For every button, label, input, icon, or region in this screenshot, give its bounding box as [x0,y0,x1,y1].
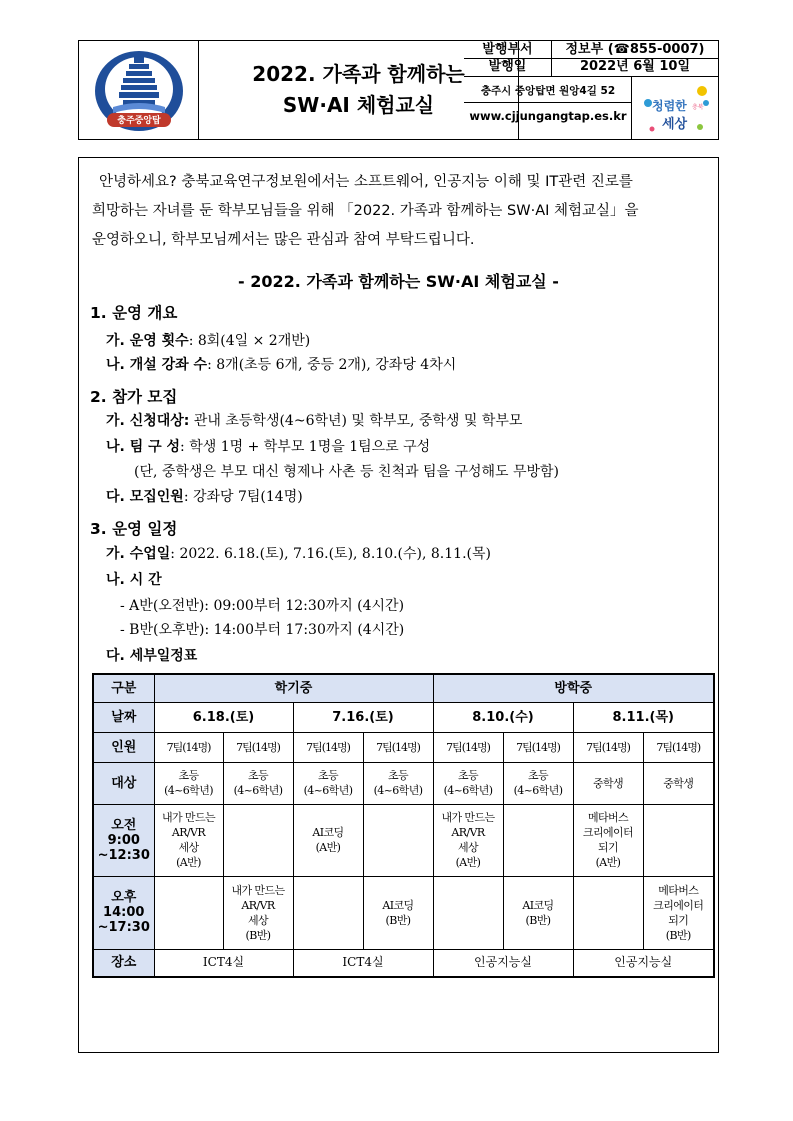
schedule-table [92,673,715,978]
table-cell: 초등 (4~6학년) [293,762,363,804]
date-cell: 8.11.(목) [573,702,714,732]
header-cell: 학기중 [154,674,433,702]
date-cell: 7.16.(토) [293,702,433,732]
section-heading: 1. 운영 개요 [90,304,178,322]
intro-line: 희망하는 자녀를 둔 학부모님들을 위해 「2022. 가족과 함께하는 SW·AI 체험교실」을 [92,203,639,219]
table-cell: 초등 (4~6학년) [363,762,433,804]
newsletter-title-line2: SW·AI 체험교실 [282,93,435,117]
item-label: 나. 팀 구 성 [106,439,181,455]
time-a-class: - A반(오전반): 09:00부터 12:30까지 (4시간) [120,598,405,614]
item-value: 관내 초등학생(4~6학년) 및 학부모, 중학생 및 학부모 [193,413,523,429]
section-heading: 3. 운영 일정 [90,520,178,538]
table-cell: 중학생 [573,762,643,804]
item-label: 다. 모집인원 [106,489,184,505]
row-label: 인원 [93,732,154,762]
table-cell: 7팀(14명) [643,732,714,762]
table-cell: 7팀(14명) [433,732,503,762]
team-note: (단, 중학생은 부모 대신 형제나 사촌 등 친척과 팀을 구성해도 무방함) [134,464,560,480]
header-cell: 방학중 [433,674,714,702]
table-row [93,762,714,804]
table-cell: 초등 (4~6학년) [503,762,573,804]
table-cell: 내가 만드는 AR/VR 세상 (A반) [154,804,223,876]
table-cell [503,804,573,876]
row-label: 오전 9:00 ~12:30 [93,804,154,876]
header-cell: 구분 [93,674,154,702]
issuer-row [464,41,718,59]
table-cell: 초등 (4~6학년) [154,762,223,804]
date-label: 발행일 [464,58,552,76]
recruit-count [106,486,303,506]
table-cell [223,804,293,876]
overview-courses [106,354,456,374]
table-cell: 초등 (4~6학년) [433,762,503,804]
item-label: 가. 운영 횟수 [106,333,189,349]
class-time-label [106,569,162,589]
table-cell: 메타버스 크리에이터 되기 (B반) [643,876,714,949]
row-label: 오후 14:00 ~17:30 [93,876,154,949]
table-row [93,702,714,732]
item-label: 가. 신청대상: [106,413,190,429]
table-cell: 초등 (4~6학년) [223,762,293,804]
table-row [93,674,714,702]
date-row [464,58,718,77]
program-title: - 2022. 가족과 함께하는 SW·AI 체험교실 - [238,272,559,291]
class-dates [106,543,491,563]
date-cell: 8.10.(수) [433,702,573,732]
table-cell: 7팀(14명) [573,732,643,762]
item-value: : 8회(4일 × 2개반) [188,333,311,349]
table-cell [293,876,363,949]
recruit-target [106,410,522,430]
time-b-class: - B반(오후반): 14:00부터 17:30까지 (4시간) [120,622,405,638]
table-cell [363,804,433,876]
item-value: : 강좌당 7팀(14명) [183,489,303,505]
newsletter-header [78,40,719,140]
slogan-small: 충북 [692,104,704,111]
table-row [93,949,714,977]
item-value: : 2022. 6.18.(토), 7.16.(토), 8.10.(수), 8.11.(목) [170,546,491,562]
item-label: 가. 수업일 [106,546,171,562]
table-cell: ICT4실 [293,949,433,977]
table-cell: 내가 만드는 AR/VR 세상 (B반) [223,876,293,949]
table-cell: 7팀(14명) [503,732,573,762]
item-label: 다. 세부일정표 [106,648,198,664]
table-cell: AI코딩 (A반) [293,804,363,876]
section-heading: 2. 참가 모집 [90,388,178,406]
table-cell: 7팀(14명) [223,732,293,762]
table-cell: 7팀(14명) [293,732,363,762]
team-composition [106,436,430,456]
logo-cell [79,41,199,139]
logo-text: 충주중앙탑 [117,116,161,126]
schedule-label [106,645,197,665]
intro-line: 운영하오니, 학부모님께서는 많은 관심과 참여 부탁드립니다. [92,232,475,248]
table-cell: AI코딩 (B반) [503,876,573,949]
info-cell [464,41,718,139]
table-cell: AI코딩 (B반) [363,876,433,949]
item-value: : 학생 1명 + 학부모 1명을 1팀으로 구성 [180,439,431,455]
slogan-top: 청렴한 [652,99,687,113]
table-cell: 메타버스 크리에이터 되기 (A반) [573,804,643,876]
table-cell [433,876,503,949]
table-cell: 중학생 [643,762,714,804]
issuer-label: 발행부서 [464,41,552,58]
table-row [93,876,714,949]
school-website[interactable]: www.cjjungangtap.es.kr [469,109,627,123]
item-label: 나. 개설 강좌 수 [106,357,208,373]
row-label: 대상 [93,762,154,804]
table-cell [643,804,714,876]
table-cell: 내가 만드는 AR/VR 세상 (A반) [433,804,503,876]
slogan-bottom: 세상 [662,117,688,132]
table-cell: 7팀(14명) [154,732,223,762]
issuer-value: 정보부 (☎855-0007) [565,42,705,57]
table-cell [154,876,223,949]
date-cell: 6.18.(토) [154,702,293,732]
table-cell: 7팀(14명) [363,732,433,762]
row-label: 장소 [93,949,154,977]
item-label: 나. 시 간 [106,572,162,588]
overview-count [106,330,310,350]
table-cell [573,876,643,949]
table-cell: 인공지능실 [573,949,714,977]
school-address: 충주시 중앙탑면 원앙4길 52 [464,81,632,103]
date-value: 2022년 6월 10일 [579,59,691,74]
intro-line: 안녕하세요? 충북교육연구정보원에서는 소프트웨어, 인공지능 이해 및 IT관련 진로를 [99,174,633,190]
table-row [93,732,714,762]
address-block [464,77,632,139]
item-value: : 8개(초등 6개, 중등 2개), 강좌당 4차시 [207,357,457,373]
intro-paragraph [92,168,712,255]
row-label: 날짜 [93,702,154,732]
newsletter-title-line1: 2022. 가족과 함께하는 [252,62,465,86]
table-cell: ICT4실 [154,949,293,977]
table-row [93,804,714,876]
table-cell: 인공지능실 [433,949,573,977]
